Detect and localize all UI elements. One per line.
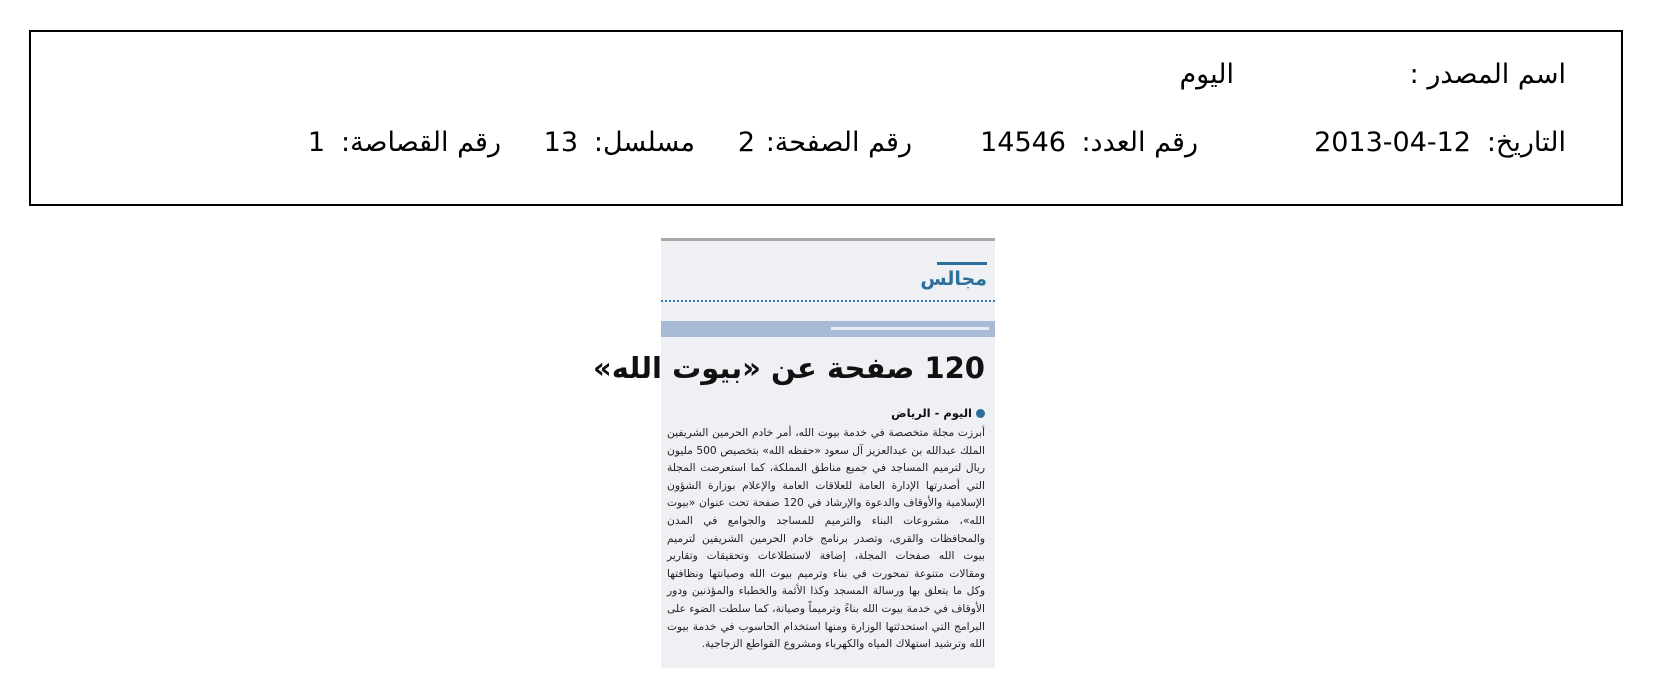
clip-top-rule <box>661 238 995 241</box>
byline-text: اليوم - الرياض <box>891 406 972 420</box>
source-value: اليوم <box>1179 59 1234 90</box>
serial-value: 13 <box>543 127 578 158</box>
header-band-line <box>831 327 989 330</box>
issue-value: 14546 <box>980 127 1066 158</box>
bullet-icon <box>976 409 985 418</box>
section-label: مجالس <box>920 268 987 290</box>
dotted-divider <box>661 300 995 302</box>
serial-label: مسلسل: <box>593 127 695 158</box>
article-headline: 120 صفحة عن «بيوت الله» <box>593 351 985 385</box>
date-value: 2013-04-12 <box>1314 127 1471 158</box>
article-byline <box>891 406 985 420</box>
date-label: التاريخ: <box>1486 127 1566 158</box>
page-value: 2 <box>737 127 755 158</box>
newspaper-clipping <box>593 238 995 668</box>
article-body: أبرزت مجلة متخصصة في خدمة بيوت الله، أمر خادم الحرمين الشريفين الملك عبدالله بن عبدالعزيز آل سعود «حفظه الله» بتخصيص 500 مليون ريال لترميم المساجد في جميع مناطق المملكة، كما استعرضت المجلة التي أصدرتها الإدارة العامة للعلاقات العامة والإعلام بوزارة الشؤون الإسلامية والأوقاف والدعوة والإرشاد في 120 صفحة تحت عنوان «بيوت الله»، مشروعات البناء والترميم للمساجد والجوامع في المدن والمحافظات والقرى، وتصدر برنامج خادم الحرمين الشريفين لترميم بيوت الله صفحات المجلة، إضافة لاستطلاعات وتحقيقات وتقارير ومقالات متنوعة تمحورت في بناء وترميم بيوت الله وصيانتها ونظافتها وكل ما يتعلق بها ورسالة المسجد وكذا الأئمة والخطباء والمؤذنين ودور الأوقاف في خدمة بيوت الله بناءً وترميماً وصيانة، كما سلطت الضوء على البرامج التي استحدثتها الوزارة ومنها استخدام الحاسوب في خدمة بيوت الله وترشيد استهلاك المياه والكهرباء ومشروع القواطع الزجاجية. <box>667 426 985 651</box>
page-label: رقم الصفحة: <box>765 127 912 158</box>
clip-number-label: رقم القصاصة: <box>340 127 501 158</box>
section-bar <box>937 262 987 265</box>
clip-number-value: 1 <box>307 127 325 158</box>
issue-label: رقم العدد: <box>1081 127 1198 158</box>
metadata-box <box>29 30 1623 206</box>
source-label: اسم المصدر : <box>1409 59 1566 90</box>
